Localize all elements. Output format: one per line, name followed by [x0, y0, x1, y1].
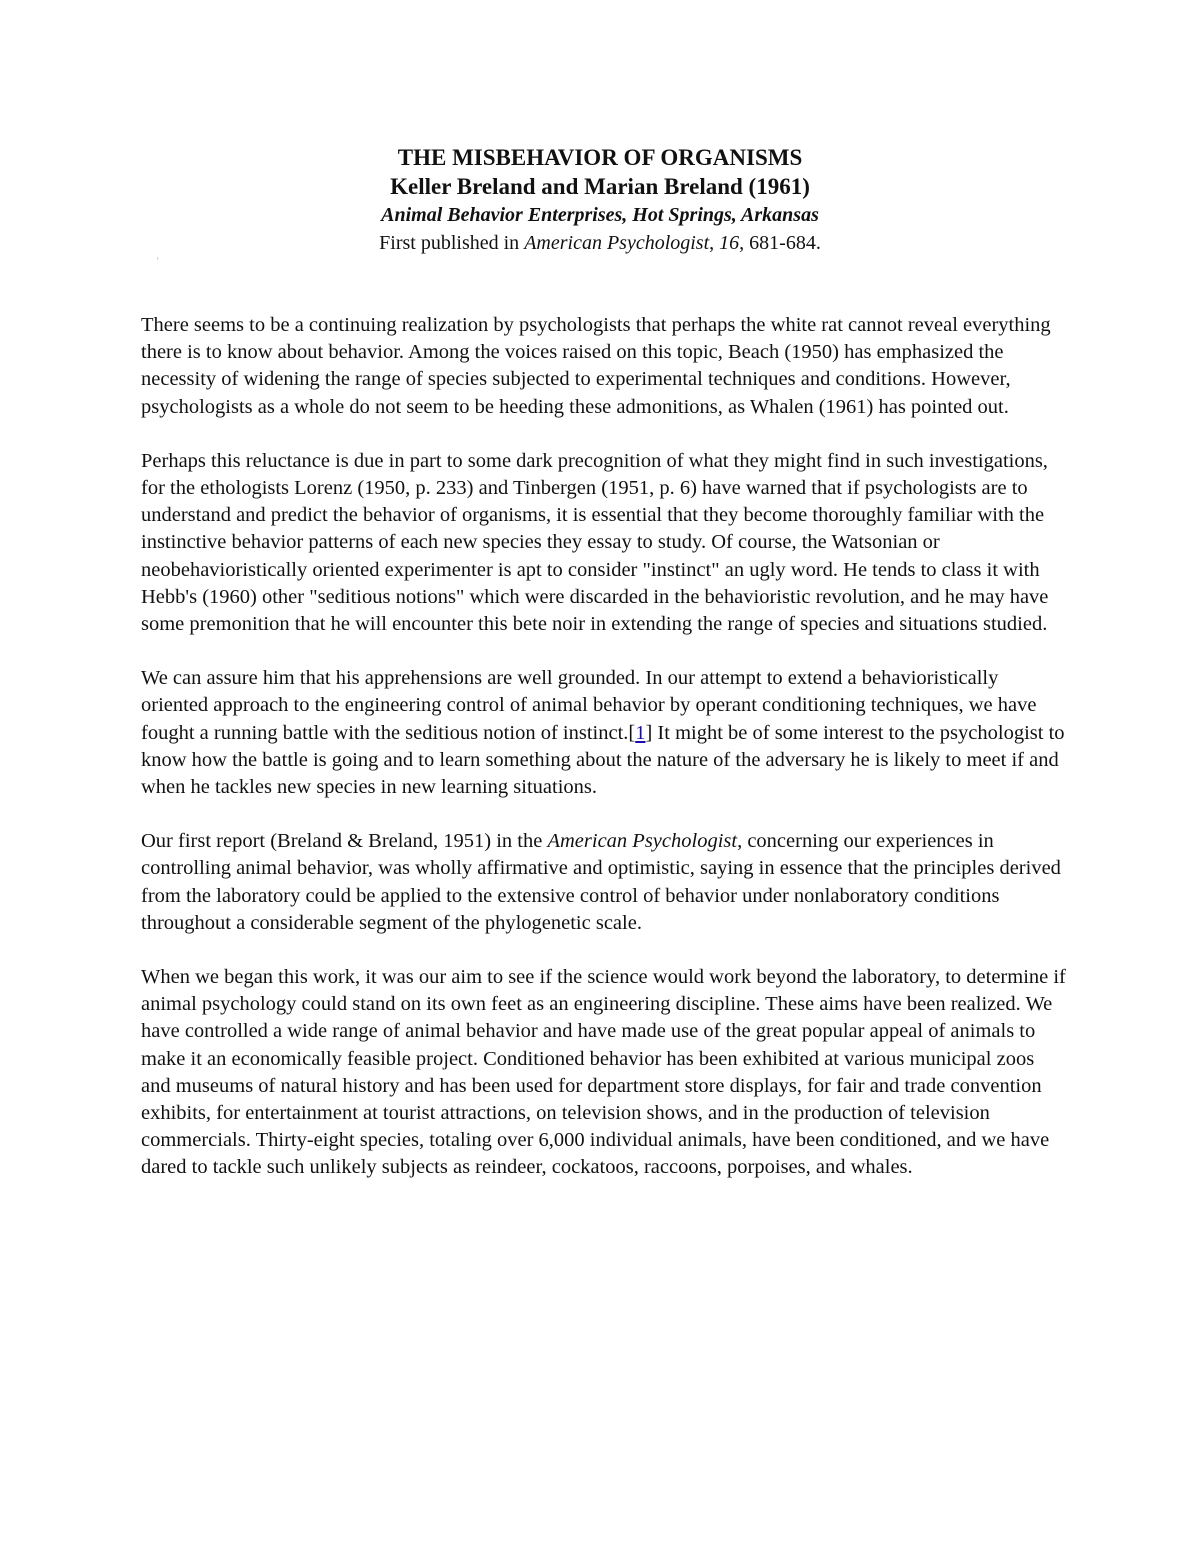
- paragraph-5: When we began this work, it was our aim to see if the science would work beyond the laboratory, to determine if animal psychology could stand on its own feet as an engineering discipline. These aims have been realized. We have controlled a wide range of animal behavior and have made use of the great popular appeal of animals to make it an economically feasible project. Conditioned behavior has been exhibited at various municipal zoos and museums of natural history and has been used for department store displays, for fair and trade convention exhibits, for entertainment at tourist attractions, on television shows, and in the production of television commercials. Thirty-eight species, totaling over 6,000 individual animals, have been conditioned, and we have dared to tackle such unlikely subjects as reindeer, cockatoos, raccoons, porpoises, and whales.: [141, 966, 1066, 1179]
- paragraph-4-text-after: , concerning our experiences in controlling animal behavior, was wholly affirmative and optimistic, saying in essence that the principles derived from the laboratory could be applied to the extensive control of behavior under nonlaboratory conditions throughout a considerable segment of the phylogenetic scale.: [141, 830, 1061, 934]
- document-header: [0, 143, 1200, 257]
- paragraph-1: There seems to be a continuing realization by psychologists that perhaps the white rat cannot reveal everything there is to know about behavior. Among the voices raised on this topic, Beach (1950) has emphasized the necessity of widening the range of species subjected to experimental techniques and conditions. However, psychologists as a whole do not seem to be heeding these admonitions, as Whalen (1961) has pointed out.: [141, 314, 1051, 418]
- document-body: [141, 312, 1066, 1209]
- paragraph-4-journal: American Psychologist: [547, 830, 738, 853]
- footnote-bracket-open: [: [628, 721, 636, 744]
- paragraph-4: [141, 828, 1066, 937]
- document-affiliation: Animal Behavior Enterprises, Hot Springs, Arkansas: [381, 204, 819, 226]
- publication-pages: , 681-684.: [739, 232, 821, 254]
- paragraph-2: Perhaps this reluctance is due in part to some dark precognition of what they might find in such investigations, for the ethologists Lorenz (1950, p. 233) and Tinbergen (1951, p. 6) have warned that if psychologists are to understand and predict the behavior of organisms, it is essential that they become thoroughly familiar with the instinctive behavior patterns of each new species they essay to study. Of course, the Watsonian or neobehavioristically oriented experimenter is apt to consider "instinct" an ugly word. He tends to class it with Hebb's (1960) other "seditious notions" which were discarded in the behavioristic revolution, and he may have some premonition that he will encounter this bete noir in extending the range of species and situations studied.: [141, 449, 1049, 636]
- paragraph-4-text-before: Our first report (Breland & Breland, 1951) in the: [141, 830, 548, 853]
- document-title: THE MISBEHAVIOR OF ORGANISMS: [397, 145, 803, 170]
- publication-line: [0, 229, 1200, 257]
- footnote-bracket-close: ]: [645, 721, 653, 744]
- footnote-link-1[interactable]: 1: [635, 721, 646, 744]
- publication-separator: ,: [709, 232, 720, 254]
- paragraph-3-text-after: It might be of some interest to the psychologist to know how the battle is going and to learn something about the nature of the adversary he is likely to meet if and when he tackles new species in new learning situations.: [141, 721, 1065, 799]
- paragraph-3: [141, 665, 1066, 801]
- publication-prefix: First published in: [379, 232, 525, 254]
- publication-volume: 16: [719, 232, 740, 254]
- paragraph-3-text-before: We can assure him that his apprehensions are well grounded. In our attempt to extend a behavioristically oriented approach to the engineering control of animal behavior by operant conditioning techniques, we have fought a running battle with the seditious notion of instinct.: [141, 667, 1037, 744]
- stray-mark: ': [157, 256, 159, 266]
- document-authors: Keller Breland and Marian Breland (1961): [390, 174, 810, 199]
- publication-journal: American Psychologist: [524, 232, 710, 254]
